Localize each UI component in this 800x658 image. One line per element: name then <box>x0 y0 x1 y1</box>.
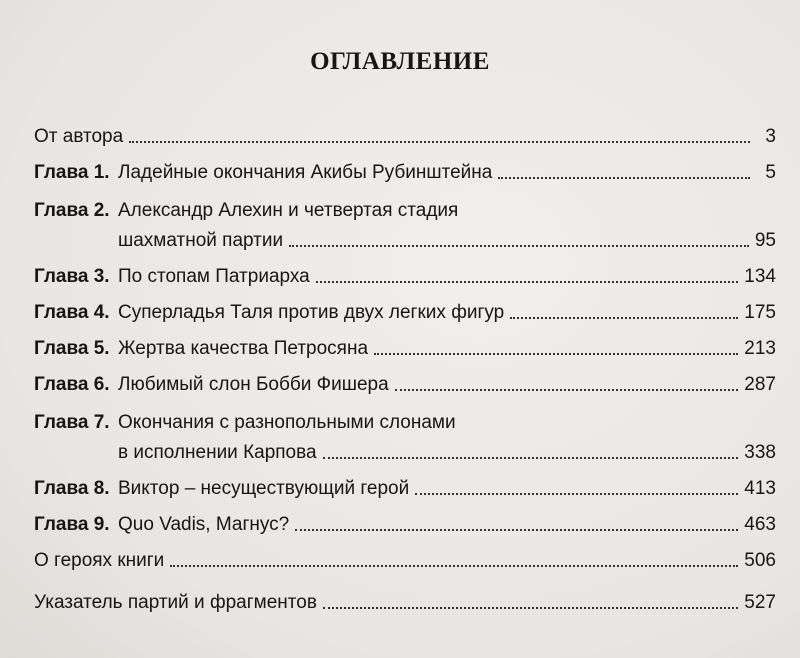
dot-leader <box>323 456 739 459</box>
entry-page: 338 <box>744 442 776 463</box>
entry-title: От автора <box>34 126 124 147</box>
entry-page: 134 <box>744 266 776 287</box>
dot-leader <box>289 244 749 247</box>
toc-entry-chapter-8 <box>34 464 776 500</box>
entry-page: 413 <box>744 478 776 499</box>
entry-title-line1: Окончания с разнопольными слонами <box>118 412 456 433</box>
entry-page: 95 <box>754 230 776 251</box>
entry-title: Любимый слон Бобби Фишера <box>118 374 389 395</box>
entry-title: Quo Vadis, Магнус? <box>118 514 290 535</box>
table-of-contents <box>34 112 776 614</box>
dot-leader <box>510 316 738 319</box>
chapter-label: Глава 1. <box>34 162 110 183</box>
dot-leader <box>374 352 738 355</box>
entry-title-line1: Александр Алехин и четвертая стадия <box>118 200 459 221</box>
entry-title-line2: шахматной партии <box>118 230 284 251</box>
chapter-label: Глава 3. <box>34 266 110 287</box>
page-title: ОГЛАВЛЕНИЕ <box>310 48 490 75</box>
entry-page: 5 <box>765 162 776 183</box>
entry-page: 527 <box>744 592 776 613</box>
dot-leader <box>395 388 739 391</box>
dot-leader <box>316 280 739 283</box>
dot-leader <box>498 176 750 179</box>
entry-title: Жертва качества Петросяна <box>118 338 369 359</box>
entry-page: 213 <box>744 338 776 359</box>
chapter-label: Глава 7. <box>34 412 110 433</box>
toc-entry-chapter-6 <box>34 360 776 396</box>
dot-leader <box>295 528 738 531</box>
chapter-label: Глава 2. <box>34 200 110 221</box>
toc-entry-author <box>34 112 776 148</box>
entry-page: 506 <box>744 550 776 571</box>
entry-title: О героях книги <box>34 550 165 571</box>
entry-title-line2: в исполнении Карпова <box>118 442 317 463</box>
chapter-label: Глава 5. <box>34 338 110 359</box>
chapter-label: Глава 4. <box>34 302 110 323</box>
dot-leader <box>323 606 738 609</box>
toc-entry-chapter-3 <box>34 252 776 288</box>
toc-entry-chapter-1 <box>34 148 776 184</box>
entry-title: Указатель партий и фрагментов <box>34 592 317 613</box>
entry-page: 3 <box>765 126 776 147</box>
toc-entry-chapter-4 <box>34 288 776 324</box>
chapter-label: Глава 6. <box>34 374 110 395</box>
toc-entry-index <box>34 578 776 614</box>
entry-page: 175 <box>744 302 776 323</box>
chapter-label: Глава 8. <box>34 478 110 499</box>
chapter-label: Глава 9. <box>34 514 110 535</box>
entry-title: Ладейные окончания Акибы Рубинштейна <box>118 162 493 183</box>
toc-entry-heroes <box>34 536 776 572</box>
dot-leader <box>129 140 750 143</box>
entry-title: Виктор – несуществующий герой <box>118 478 410 499</box>
entry-title: Суперладья Таля против двух легких фигур <box>118 302 505 323</box>
entry-page: 287 <box>744 374 776 395</box>
toc-entry-chapter-2 <box>34 184 776 252</box>
toc-entry-chapter-9 <box>34 500 776 536</box>
entry-page: 463 <box>744 514 776 535</box>
dot-leader <box>415 492 738 495</box>
toc-entry-chapter-5 <box>34 324 776 360</box>
dot-leader <box>170 564 738 567</box>
toc-entry-chapter-7 <box>34 396 776 464</box>
entry-title: По стопам Патриарха <box>118 266 310 287</box>
